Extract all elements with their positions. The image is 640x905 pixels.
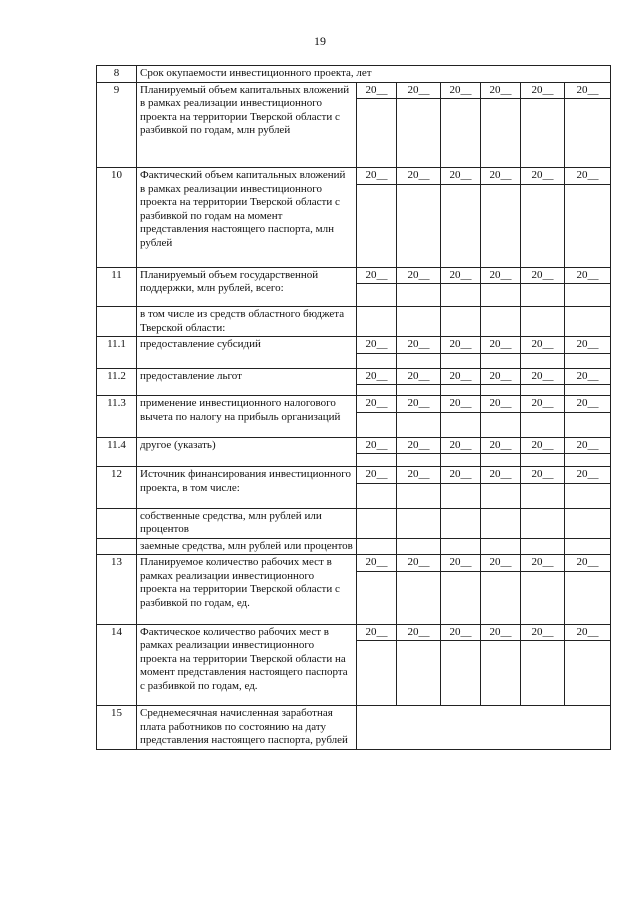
year-cell: 20__ <box>521 555 565 572</box>
year-cell: 20__ <box>441 168 481 185</box>
value-cell <box>357 538 397 555</box>
year-cell: 20__ <box>521 337 565 354</box>
row-number: 11.3 <box>97 396 137 438</box>
value-cell <box>357 571 397 624</box>
value-cell <box>481 483 521 508</box>
value-cell <box>397 99 441 168</box>
value-cell <box>521 307 565 337</box>
row-number-empty <box>97 508 137 538</box>
year-cell: 20__ <box>441 267 481 284</box>
year-cell: 20__ <box>481 624 521 641</box>
value-cell <box>441 454 481 467</box>
value-cell <box>521 571 565 624</box>
value-cell <box>441 571 481 624</box>
row-label: Планируемый объем государственной поддержки, млн рублей, всего: <box>137 267 357 307</box>
investment-passport-table <box>96 65 611 750</box>
value-cell <box>441 184 481 267</box>
value-cell <box>481 307 521 337</box>
row-label: Планируемый объем капитальных вложений в рамках реализации инвестиционного проекта на территории Тверской области с разбивкой по годам, млн рублей <box>137 82 357 168</box>
value-cell <box>441 307 481 337</box>
value-cell <box>357 706 611 750</box>
value-cell <box>521 284 565 307</box>
year-cell: 20__ <box>357 368 397 385</box>
value-cell <box>521 508 565 538</box>
value-cell <box>397 307 441 337</box>
value-cell <box>521 353 565 368</box>
year-cell: 20__ <box>357 337 397 354</box>
table-row <box>97 168 611 185</box>
row-number: 11.2 <box>97 368 137 396</box>
row-label: применение инвестиционного налогового вычета по налогу на прибыль организаций <box>137 396 357 438</box>
year-cell: 20__ <box>397 82 441 99</box>
table-row <box>97 307 611 337</box>
value-cell <box>521 184 565 267</box>
value-cell <box>521 538 565 555</box>
year-cell: 20__ <box>357 82 397 99</box>
year-cell: 20__ <box>441 337 481 354</box>
table-row <box>97 555 611 572</box>
row-number: 11 <box>97 267 137 307</box>
value-cell <box>565 483 611 508</box>
year-cell: 20__ <box>481 396 521 413</box>
year-cell: 20__ <box>397 368 441 385</box>
year-cell: 20__ <box>565 82 611 99</box>
year-cell: 20__ <box>521 467 565 484</box>
year-cell: 20__ <box>565 624 611 641</box>
value-cell <box>565 307 611 337</box>
year-cell: 20__ <box>397 267 441 284</box>
value-cell <box>565 454 611 467</box>
value-cell <box>481 571 521 624</box>
page-number: 19 <box>314 34 326 48</box>
value-cell <box>441 508 481 538</box>
year-cell: 20__ <box>397 168 441 185</box>
table-row <box>97 508 611 538</box>
value-cell <box>397 412 441 437</box>
value-cell <box>481 184 521 267</box>
table-row <box>97 624 611 641</box>
value-cell <box>357 508 397 538</box>
table-row <box>97 467 611 484</box>
value-cell <box>397 483 441 508</box>
value-cell <box>357 184 397 267</box>
year-cell: 20__ <box>397 555 441 572</box>
row-number: 9 <box>97 82 137 168</box>
year-cell: 20__ <box>565 337 611 354</box>
year-cell: 20__ <box>357 396 397 413</box>
value-cell <box>441 412 481 437</box>
year-cell: 20__ <box>357 267 397 284</box>
value-cell <box>481 385 521 396</box>
value-cell <box>397 641 441 706</box>
value-cell <box>481 284 521 307</box>
value-cell <box>521 412 565 437</box>
year-cell: 20__ <box>565 168 611 185</box>
year-cell: 20__ <box>441 437 481 454</box>
value-cell <box>441 284 481 307</box>
year-cell: 20__ <box>521 368 565 385</box>
year-cell: 20__ <box>397 337 441 354</box>
table-row <box>97 706 611 750</box>
value-cell <box>357 284 397 307</box>
year-cell: 20__ <box>521 437 565 454</box>
value-cell <box>565 538 611 555</box>
value-cell <box>565 571 611 624</box>
year-cell: 20__ <box>565 396 611 413</box>
row-label: Фактическое количество рабочих мест в рамках реализации инвестиционного проекта на территории Тверской области на момент представления настоящего паспорта с разбивкой по годам, ед. <box>137 624 357 706</box>
value-cell <box>565 412 611 437</box>
row-label: Срок окупаемости инвестиционного проекта, лет <box>137 66 611 83</box>
year-cell: 20__ <box>521 396 565 413</box>
row-label: предоставление льгот <box>137 368 357 396</box>
value-cell <box>441 483 481 508</box>
value-cell <box>441 538 481 555</box>
year-cell: 20__ <box>481 467 521 484</box>
row-number: 14 <box>97 624 137 706</box>
row-number: 11.1 <box>97 337 137 369</box>
value-cell <box>397 454 441 467</box>
value-cell <box>521 385 565 396</box>
year-cell: 20__ <box>441 624 481 641</box>
year-cell: 20__ <box>481 82 521 99</box>
row-sub-label: собственные средства, млн рублей или процентов <box>137 508 357 538</box>
table-row <box>97 66 611 83</box>
row-number: 13 <box>97 555 137 625</box>
value-cell <box>565 184 611 267</box>
year-cell: 20__ <box>441 555 481 572</box>
year-cell: 20__ <box>481 555 521 572</box>
table-row <box>97 538 611 555</box>
value-cell <box>357 99 397 168</box>
row-number: 8 <box>97 66 137 83</box>
value-cell <box>397 284 441 307</box>
row-number-empty <box>97 307 137 337</box>
row-number-empty <box>97 538 137 555</box>
value-cell <box>565 385 611 396</box>
value-cell <box>441 385 481 396</box>
value-cell <box>481 508 521 538</box>
year-cell: 20__ <box>357 467 397 484</box>
value-cell <box>357 483 397 508</box>
year-cell: 20__ <box>357 624 397 641</box>
year-cell: 20__ <box>441 368 481 385</box>
table-row <box>97 368 611 385</box>
value-cell <box>481 353 521 368</box>
row-number: 11.4 <box>97 437 137 467</box>
year-cell: 20__ <box>521 168 565 185</box>
year-cell: 20__ <box>481 368 521 385</box>
value-cell <box>565 641 611 706</box>
value-cell <box>397 508 441 538</box>
row-label: Источник финансирования инвестиционного проекта, в том числе: <box>137 467 357 509</box>
row-sub-label: в том числе из средств областного бюджета Тверской области: <box>137 307 357 337</box>
value-cell <box>357 454 397 467</box>
value-cell <box>481 641 521 706</box>
value-cell <box>521 641 565 706</box>
value-cell <box>397 385 441 396</box>
year-cell: 20__ <box>565 437 611 454</box>
row-number: 10 <box>97 168 137 268</box>
row-number: 15 <box>97 706 137 750</box>
value-cell <box>357 307 397 337</box>
value-cell <box>441 641 481 706</box>
value-cell <box>397 353 441 368</box>
row-label: другое (указать) <box>137 437 357 467</box>
year-cell: 20__ <box>565 467 611 484</box>
value-cell <box>357 353 397 368</box>
year-cell: 20__ <box>481 337 521 354</box>
value-cell <box>397 538 441 555</box>
value-cell <box>565 508 611 538</box>
table-row <box>97 337 611 354</box>
year-cell: 20__ <box>565 368 611 385</box>
value-cell <box>397 571 441 624</box>
value-cell <box>565 284 611 307</box>
row-label: предоставление субсидий <box>137 337 357 369</box>
year-cell: 20__ <box>397 437 441 454</box>
year-cell: 20__ <box>565 267 611 284</box>
year-cell: 20__ <box>481 437 521 454</box>
row-number: 12 <box>97 467 137 509</box>
row-label: Фактический объем капитальных вложений в рамках реализации инвестиционного проекта на территории Тверской области с разбивкой по годам на момент представления настоящего паспорта, млн рублей <box>137 168 357 268</box>
value-cell <box>357 412 397 437</box>
value-cell <box>521 99 565 168</box>
table-row <box>97 437 611 454</box>
year-cell: 20__ <box>441 396 481 413</box>
year-cell: 20__ <box>357 555 397 572</box>
table-row <box>97 267 611 284</box>
year-cell: 20__ <box>441 82 481 99</box>
year-cell: 20__ <box>521 267 565 284</box>
year-cell: 20__ <box>397 467 441 484</box>
year-cell: 20__ <box>481 267 521 284</box>
value-cell <box>357 641 397 706</box>
value-cell <box>357 385 397 396</box>
year-cell: 20__ <box>357 437 397 454</box>
value-cell <box>521 454 565 467</box>
year-cell: 20__ <box>481 168 521 185</box>
value-cell <box>521 483 565 508</box>
row-label: Планируемое количество рабочих мест в рамках реализации инвестиционного проекта на территории Тверской области с разбивкой по годам, ед. <box>137 555 357 625</box>
year-cell: 20__ <box>441 467 481 484</box>
row-sub-label: заемные средства, млн рублей или процентов <box>137 538 357 555</box>
value-cell <box>441 99 481 168</box>
year-cell: 20__ <box>521 624 565 641</box>
value-cell <box>481 454 521 467</box>
value-cell <box>481 538 521 555</box>
table-row <box>97 82 611 99</box>
row-label: Среднемесячная начисленная заработная плата работников по состоянию на дату представления настоящего паспорта, рублей <box>137 706 357 750</box>
value-cell <box>441 353 481 368</box>
value-cell <box>481 99 521 168</box>
value-cell <box>481 412 521 437</box>
year-cell: 20__ <box>565 555 611 572</box>
year-cell: 20__ <box>357 168 397 185</box>
value-cell <box>565 353 611 368</box>
value-cell <box>565 99 611 168</box>
year-cell: 20__ <box>521 82 565 99</box>
year-cell: 20__ <box>397 396 441 413</box>
value-cell <box>397 184 441 267</box>
year-cell: 20__ <box>397 624 441 641</box>
table-row <box>97 396 611 413</box>
